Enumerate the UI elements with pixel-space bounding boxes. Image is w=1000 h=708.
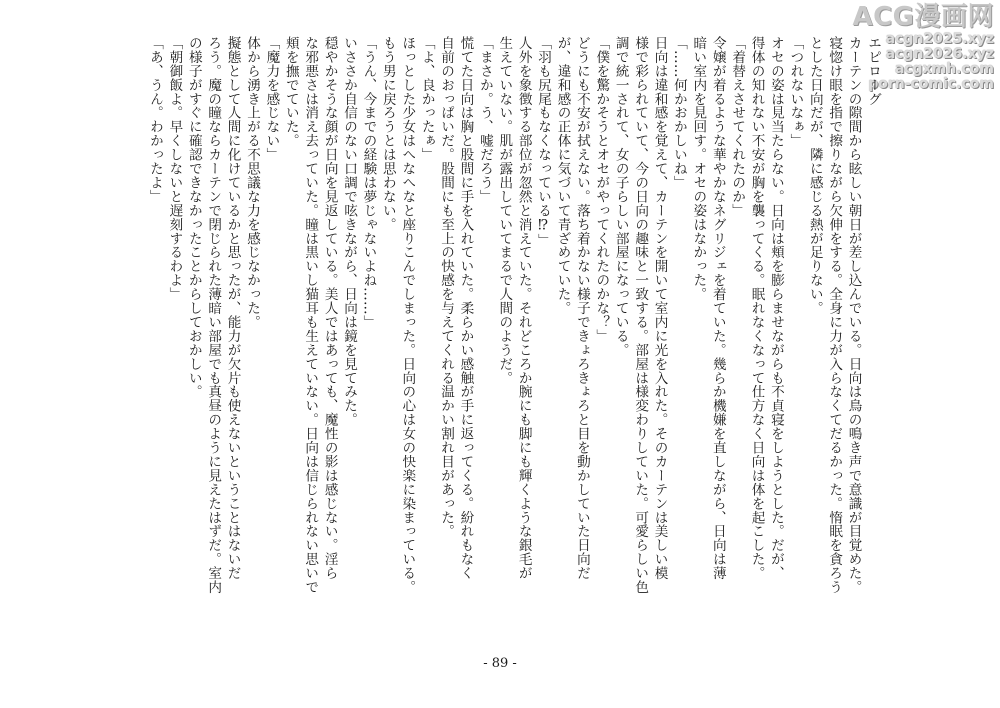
text-line: 「朝御飯よ。早くしないと遅刻するわよ」	[166, 36, 183, 302]
text-line: 穏やかそうな顔が日向を見返している。美人ではあっても、魔性の影は感じない。淫ら	[321, 36, 338, 581]
watermark-url-1: acgn2025.xyz	[885, 31, 994, 47]
vertical-body-text	[92, 36, 882, 636]
text-line: 「まさか。う、嘘だろう」	[476, 36, 493, 204]
text-line: いささか自信のない口調で呟きながら、日向は鏡を見てみた。	[341, 36, 358, 427]
text-line: 「着替えさせてくれたのか」	[729, 36, 746, 218]
text-line: 「……何かおかしいね」	[670, 36, 687, 190]
watermark-url-4: porn-comic.com	[868, 76, 994, 92]
text-line: 人外を象徴する部位が忽然と消えていた。それどころか腕にも脚にも輝くような銀毛が	[515, 36, 532, 581]
text-line: オセの姿は見当たらない。日向は頬を膨らませながらも不貞寝をしようとした。だが、	[767, 36, 784, 581]
text-line: 様で彩られていて、今の日向の趣味と一致する。部屋は様変わりしていた。可愛らしい色	[632, 36, 649, 594]
text-line: 擬態として人間に化けているかと思ったが、能力が欠片も使えないということはないだ	[224, 36, 241, 581]
text-line: の様子がすぐに確認できなかったことからしておかしい。	[185, 36, 202, 399]
text-line: 得体の知れない不安が胸を襲ってくる。眠れなくなって仕方なく日向は体を起こした。	[748, 36, 765, 581]
page-number: - 89 -	[483, 656, 517, 671]
text-line: 調で統一されて、女の子らしい部屋になっている。	[612, 36, 629, 357]
text-line: 「僕を驚かそうとオセがやってくれたのかな？」	[593, 36, 610, 343]
text-line: 「うん、今までの経験は夢じゃないよね……」	[360, 36, 377, 329]
text-line: 「つれないなぁ」	[787, 36, 804, 148]
text-line: 生えていない。肌が露出していてまるで人間のようだ。	[496, 36, 513, 385]
text-line: 「あ、うん。わかったよ」	[146, 36, 163, 204]
text-line: 「魔力を感じない」	[263, 36, 280, 162]
text-line: 「よ、良かったぁ」	[418, 36, 435, 162]
chapter-heading: エピローグ	[865, 36, 881, 106]
text-line: ろう。魔の瞳ならカーテンで閉じられた薄暗い部屋でも真昼のように見えたはずだ。室内	[205, 36, 222, 594]
text-line: ほっとした少女はへなへなと座りこんでしまった。日向の心は女の快楽に染まっている。	[399, 36, 416, 594]
text-line: 令嬢が着るような華やかなネグリジェを着ていた。幾らか機嫌を直しながら、日向は薄	[709, 36, 726, 581]
text-line: 自前のおっぱいだ。股間にも至上の快感を与えてくれる温かい割れ目があった。	[438, 36, 455, 539]
watermark-url-3: acgxmh.com	[894, 61, 994, 77]
watermark-url-2: acgn2026.xyz	[885, 46, 994, 62]
text-line: とした日向だが、隣に感じる熱が足りない。	[806, 36, 823, 315]
text-line: が、違和感の正体に気づいて青ざめていた。	[554, 36, 571, 315]
text-line: 慌てた日向は胸と股間に手を入れていた。柔らかい感触が手に返ってくる。紛れもなく	[457, 36, 474, 581]
text-line: どうにも不安が拭えない。落ち着かない様子できょろきょろと目を動かしていた日向だ	[573, 36, 590, 581]
text-line: 「羽も尻尾もなくなっている⁉」	[535, 36, 552, 248]
text-line: もう男に戻ろうとは思わない。	[379, 36, 396, 232]
text-line: な邪悪さは消え去っていた。瞳は黒いし猫耳も生えていない。日向は信じられない思いで	[302, 36, 319, 594]
text-line: 頬を撫でていた。	[282, 36, 299, 148]
watermark-logo: ACG漫画网	[852, 2, 994, 32]
text-line: 日向は違和感を覚えて、カーテンを開いて室内に光を入れた。そのカーテンは美しい模	[651, 36, 668, 581]
text-line: 暗い室内を見回す。オセの姿はなかった。	[690, 36, 707, 302]
text-line: カーテンの隙間から眩しい朝日が差し込んでいる。日向は鳥の鳴き声で意識が目覚めた。	[845, 36, 862, 594]
text-line: 寝惚け眼を指で擦りながら欠伸をする。全身に力が入らなくてだるかった。惰眠を貪ろう	[826, 36, 843, 594]
text-line: 体から湧き上がる不思議な力を感じなかった。	[244, 36, 260, 329]
